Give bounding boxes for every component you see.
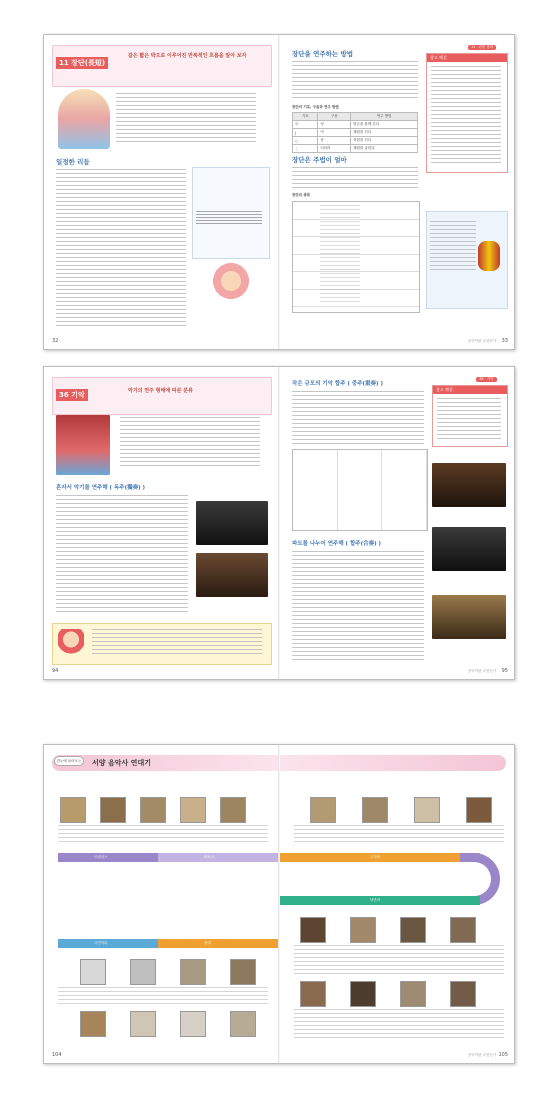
composer-portrait xyxy=(362,797,388,823)
composer-portrait xyxy=(100,797,126,823)
table-row: | 덕 채편을 친다 xyxy=(293,129,418,137)
page-number-right: 33 xyxy=(501,338,508,344)
tip-text xyxy=(430,221,476,273)
composer-captions xyxy=(294,945,504,975)
composer-portrait xyxy=(80,1011,106,1037)
body-text-rhythm xyxy=(56,169,186,329)
page-104 xyxy=(44,745,278,1063)
page-95 xyxy=(280,367,514,679)
intro-text xyxy=(120,417,260,467)
body-text-orchestra xyxy=(292,551,424,663)
title-banner xyxy=(52,755,278,771)
page-33 xyxy=(280,35,514,349)
illustration-character xyxy=(58,629,84,659)
composer-portrait xyxy=(450,917,476,943)
running-footer: 음악이란 무엇인가 xyxy=(467,669,496,673)
body-text-solo xyxy=(56,495,188,615)
section-heading-rhythm: 일정한 리듬 xyxy=(56,158,90,166)
composer-portrait xyxy=(130,959,156,985)
section-heading-playing: 장단을 연주하는 방법 xyxy=(292,50,354,58)
table-header: 기호 xyxy=(293,113,318,121)
photo-orchestra-hall xyxy=(432,595,506,639)
era-bar-baroque xyxy=(158,853,278,862)
page-number-left: 32 xyxy=(52,338,59,344)
composer-portrait xyxy=(230,959,256,985)
composer-portrait xyxy=(60,797,86,823)
photo-violinist xyxy=(196,553,268,597)
side-panel-header: 참고 해설 xyxy=(433,386,507,394)
table-row: ⋮ 더러러 채편을 굴린다 xyxy=(293,145,418,153)
photo-chamber-ensemble xyxy=(432,527,506,571)
composer-portrait xyxy=(130,1011,156,1037)
composer-portrait xyxy=(466,797,492,823)
era-bar-modern xyxy=(158,939,278,948)
table-row: ⓞ 덩 양손을 함께 친다 xyxy=(293,121,418,129)
section-heading-solo: 혼자서 악기를 연주해 ( 독주(獨奏) ) xyxy=(56,485,146,491)
spread-lesson-11 xyxy=(43,34,515,350)
composer-portrait xyxy=(180,1011,206,1037)
era-label-classical: 고전파 xyxy=(370,855,381,859)
composer-portrait xyxy=(400,981,426,1007)
composer-portrait xyxy=(350,917,376,943)
composer-portrait xyxy=(350,981,376,1007)
era-label-modern: 현대 xyxy=(204,941,211,945)
side-panel-header: 참고 해설 xyxy=(427,54,507,62)
info-box-text xyxy=(92,629,262,655)
side-panel-notes xyxy=(432,385,508,447)
lesson-number: 36 기악 xyxy=(56,389,88,401)
page-number-left: 104 xyxy=(52,1052,62,1058)
composer-portrait xyxy=(414,797,440,823)
page-number-right: 105 xyxy=(498,1052,508,1058)
era-bar-national xyxy=(58,939,158,948)
composer-portrait xyxy=(220,797,246,823)
composer-portrait xyxy=(230,1011,256,1037)
era-label-baroque: 바로크 xyxy=(204,855,215,859)
table-header: 연주 방법 xyxy=(351,113,418,121)
spread-music-history-timeline xyxy=(43,744,515,1064)
composer-portrait xyxy=(310,797,336,823)
intro-text xyxy=(116,93,256,145)
composer-portrait xyxy=(180,797,206,823)
page-number-right: 95 xyxy=(501,668,508,674)
side-panel-text xyxy=(437,398,501,440)
composer-portrait xyxy=(180,959,206,985)
illustration-musical-score xyxy=(196,211,262,225)
running-footer: 음악이란 무엇인가 xyxy=(467,339,496,343)
title-badge: 한눈에 들어오는 xyxy=(54,756,84,766)
spread-lesson-36 xyxy=(43,366,515,680)
side-panel-text xyxy=(431,66,501,166)
illustration-girl-singing xyxy=(204,263,258,323)
symbol-table xyxy=(292,112,418,153)
section-heading-orchestra: 파트를 나누어 연주해 ( 합주(合奏) ) xyxy=(292,541,382,547)
table-header: 구음 xyxy=(318,113,351,121)
section-heading-kinds: 장단은 주법이 얼마 xyxy=(292,156,347,164)
page-32 xyxy=(44,35,278,349)
era-label-renaissance: 르네상스 xyxy=(94,855,108,859)
illustration-performers-stage xyxy=(56,415,110,475)
composer-captions xyxy=(294,1009,504,1039)
lesson-title: 악기의 연주 형태에 따른 분류 xyxy=(128,388,193,394)
era-label-national: 국민악파 xyxy=(94,941,108,945)
composer-portrait xyxy=(300,981,326,1007)
table-title: 장단의 기호, 구음과 연주 방법 xyxy=(292,105,339,109)
page-title: 서양 음악사 연대기 xyxy=(92,759,151,767)
lesson-number: 11 장단(長短) xyxy=(56,57,108,69)
side-panel-notes xyxy=(426,53,508,173)
composer-captions xyxy=(58,825,268,845)
composer-portrait xyxy=(300,917,326,943)
table-row: ○ 쿵 북편을 친다 xyxy=(293,137,418,145)
composer-portrait xyxy=(140,797,166,823)
composer-portrait xyxy=(80,959,106,985)
body-text-playing xyxy=(292,61,418,101)
table2-title: 장단의 종류 xyxy=(292,193,311,197)
side-tag: 36 · 기악 xyxy=(476,377,497,382)
ensemble-table xyxy=(292,449,428,531)
section-heading-small-ensemble: 작은 규모의 기악 합주 ( 중주(重奏) ) xyxy=(292,381,383,387)
composer-captions xyxy=(294,825,504,843)
era-label-romantic: 낭만파 xyxy=(370,898,381,902)
page-number-left: 94 xyxy=(52,668,59,674)
body-text-kinds xyxy=(292,167,418,189)
composer-portrait xyxy=(450,981,476,1007)
body-text-small-ensemble xyxy=(292,391,424,445)
photo-string-quartet xyxy=(432,463,506,507)
title-banner-right xyxy=(280,755,506,771)
illustration-janggu-drum xyxy=(478,241,500,271)
illustration-children-dancing xyxy=(58,89,110,149)
page-94 xyxy=(44,367,278,679)
lesson-title: 같은 짧은 박으로 이루어진 반복적인 흐름을 알아 보자 xyxy=(128,53,247,59)
rhythm-kinds-notation xyxy=(320,205,360,305)
page-105 xyxy=(280,745,514,1063)
photo-piano-recital xyxy=(196,501,268,545)
side-tag: 11 · 관련 용어 xyxy=(468,45,496,50)
running-footer: 음악이란 무엇인가 xyxy=(467,1053,496,1057)
era-bar-renaissance xyxy=(58,853,158,862)
composer-portrait xyxy=(400,917,426,943)
composer-captions xyxy=(58,987,268,1007)
